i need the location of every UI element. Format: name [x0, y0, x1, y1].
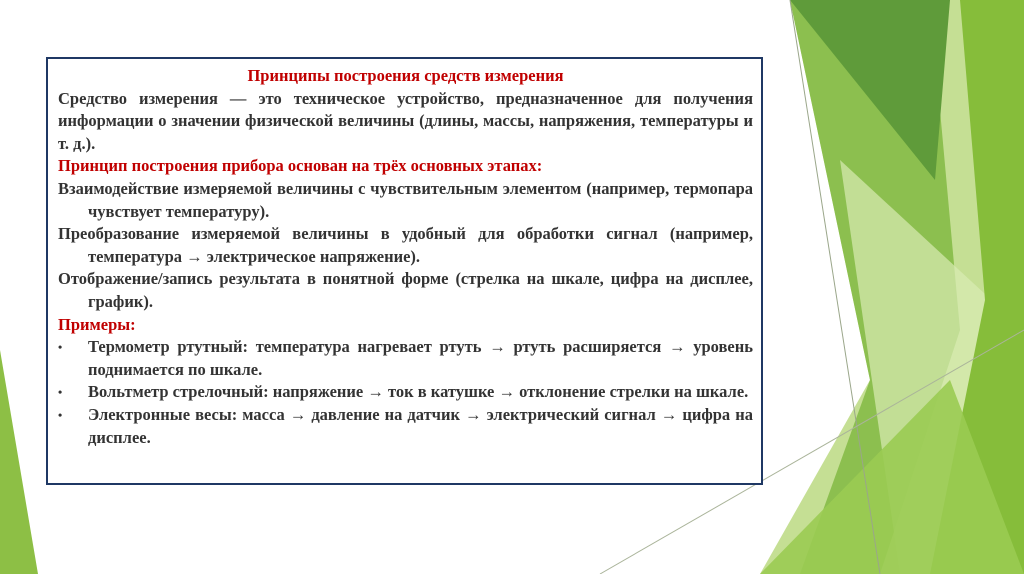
stage-item: Преобразование измеряемой величины в удобный для обработки сигнал (например, температура → электрическое напряжение). [58, 224, 753, 266]
examples-heading: Примеры: [58, 314, 136, 334]
card-title: Принципы построения средств измерения [247, 66, 564, 85]
bullet-icon: • [58, 385, 63, 400]
example-text: Термометр ртутный: температура нагревает ртуть → ртуть расширяется → уровень поднимается по шкале. [88, 337, 753, 379]
bullet-icon: • [58, 407, 63, 422]
bullet-icon: • [58, 340, 63, 355]
example-item [58, 336, 753, 381]
example-text: Вольтметр стрелочный: напряжение → ток в катушке → отклонение стрелки на шкале. [88, 382, 749, 402]
example-text: Электронные весы: масса → давление на датчик → электрический сигнал → цифра на дисплее. [88, 404, 753, 447]
content-card [46, 57, 763, 485]
example-item [58, 404, 753, 449]
left-green-wedge [0, 350, 38, 574]
definition-text: Средство измерения — это техническое устройство, предназначенное для получения информации о значении физической величины (длины, массы, напряжения, температуры и т. д.). [58, 88, 753, 153]
example-item [58, 381, 753, 404]
principle-heading: Принцип построения прибора основан на трёх основных этапах: [58, 156, 543, 176]
stage-item: Взаимодействие измеряемой величины с чувствительным элементом (например, термопара чувствует температуру). [58, 178, 753, 221]
stage-item: Отображение/запись результата в понятной форме (стрелка на шкале, цифра на дисплее, график). [58, 269, 753, 311]
